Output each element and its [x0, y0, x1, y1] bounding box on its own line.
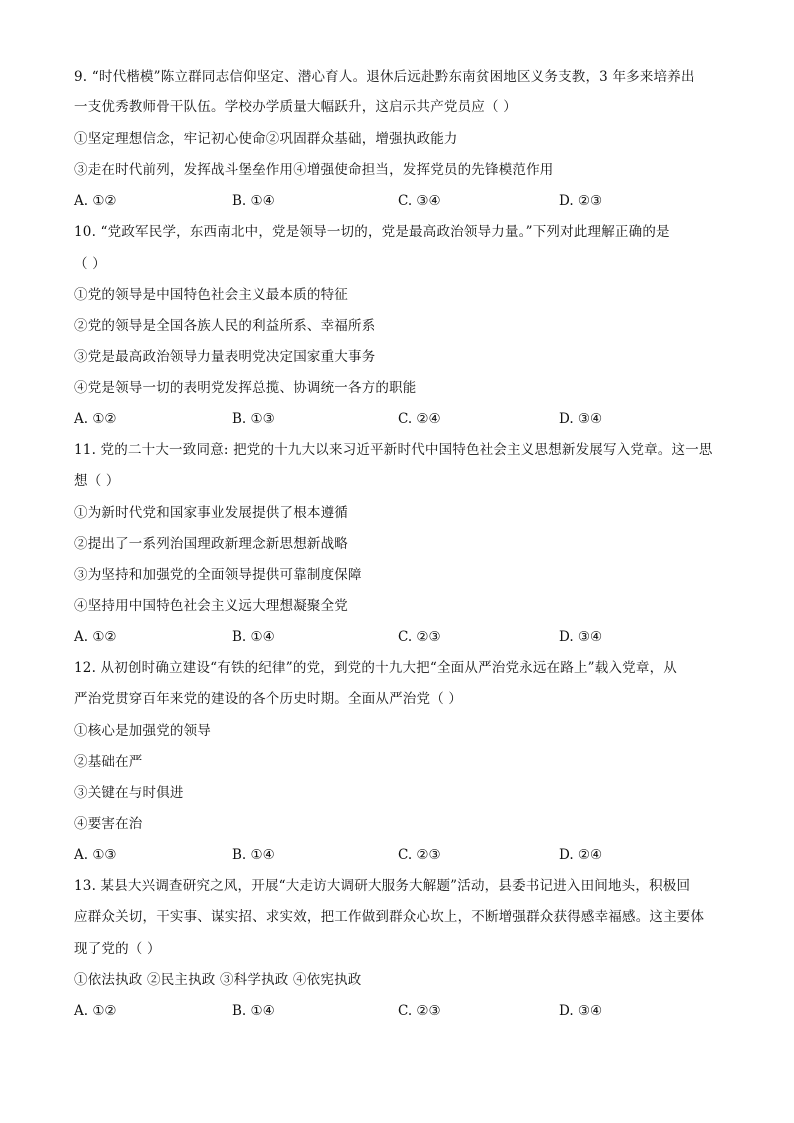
question-12-statement-3: ③关键在与时俱进 — [74, 785, 184, 801]
option-d[interactable]: D. ②③ — [559, 193, 603, 209]
question-12-options — [74, 845, 724, 865]
option-b[interactable]: B. ①④ — [232, 1003, 275, 1019]
question-10-statement-1: ①党的领导是中国特色社会主义最本质的特征 — [74, 287, 348, 303]
option-c[interactable]: C. ②③ — [398, 629, 441, 645]
question-11-options — [74, 627, 724, 647]
option-b[interactable]: B. ①③ — [232, 411, 275, 427]
question-11-stem-line-2: 想（ ） — [74, 473, 120, 489]
question-11-statement-3: ③为坚持和加强党的全面领导提供可靠制度保障 — [74, 567, 362, 583]
option-c[interactable]: C. ②④ — [398, 411, 441, 427]
question-9-stem-line-2: 一支优秀教师骨干队伍。学校办学质量大幅跃升，这启示共产党员应（ ） — [74, 99, 517, 115]
question-13-options — [74, 1001, 724, 1021]
option-a[interactable]: A. ①② — [74, 629, 117, 645]
option-c[interactable]: C. ②③ — [398, 1003, 441, 1019]
question-12-stem-line-1: 12. 从初创时确立建设“有铁的纪律”的党，到党的十九大把“全面从严治党永远在路上”载入党章，从 — [74, 660, 677, 676]
question-12-statement-4: ④要害在治 — [74, 816, 143, 832]
option-d[interactable]: D. ③④ — [559, 629, 603, 645]
option-b[interactable]: B. ①④ — [232, 629, 275, 645]
question-11-statement-4: ④坚持用中国特色社会主义远大理想凝聚全党 — [74, 598, 348, 614]
option-d[interactable]: D. ③④ — [559, 411, 603, 427]
question-12-stem-line-2: 严治党贯穿百年来党的建设的各个历史时期。全面从严治党（ ） — [74, 691, 463, 707]
question-12-statement-1: ①核心是加强党的领导 — [74, 723, 211, 739]
question-11-stem-line-1: 11. 党的二十大一致同意: 把党的十九大以来习近平新时代中国特色社会主义思想新发展写入党章。这一思 — [74, 442, 713, 458]
question-10-statement-4: ④党是领导一切的表明党发挥总揽、协调统一各方的职能 — [74, 380, 417, 396]
question-10-options — [74, 409, 724, 429]
option-b[interactable]: B. ①④ — [232, 847, 275, 863]
option-b[interactable]: B. ①④ — [232, 193, 275, 209]
option-a[interactable]: A. ①② — [74, 193, 117, 209]
question-9-stem-line-1: 9. “时代楷模”陈立群同志信仰坚定、潜心育人。退休后远赴黔东南贫困地区义务支教，3 年多来培养出 — [74, 69, 695, 85]
question-9-statement-2: ③走在时代前列，发挥战斗堡垒作用④增强使命担当，发挥党员的先锋模范作用 — [74, 162, 554, 178]
question-13-stem-line-1: 13. 某县大兴调查研究之风，开展“大走访大调研大服务大解题”活动，县委书记进入田间地头，积极回 — [74, 878, 691, 894]
option-d[interactable]: D. ②④ — [559, 847, 603, 863]
question-11-statement-1: ①为新时代党和国家事业发展提供了根本遵循 — [74, 505, 348, 521]
option-a[interactable]: A. ①③ — [74, 847, 117, 863]
question-13-stem-line-2: 应群众关切，干实事、谋实招、求实效，把工作做到群众心坎上，不断增强群众获得感幸福感。这主要体 — [74, 909, 705, 925]
question-10-stem-line-2: （ ） — [74, 256, 106, 272]
question-12-statement-2: ②基础在严 — [74, 754, 143, 770]
question-10-stem-line-1: 10. “党政军民学，东西南北中，党是领导一切的，党是最高政治领导力量。”下列对此理解正确的是 — [74, 224, 670, 240]
question-13-statements: ①依法执政 ②民主执政 ③科学执政 ④依宪执政 — [74, 972, 362, 988]
option-a[interactable]: A. ①② — [74, 1003, 117, 1019]
option-d[interactable]: D. ③④ — [559, 1003, 603, 1019]
question-9-options — [74, 191, 724, 211]
question-13-stem-line-3: 现了党的（ ） — [74, 941, 161, 957]
question-10-statement-3: ③党是最高政治领导力量表明党决定国家重大事务 — [74, 349, 376, 365]
question-10-statement-2: ②党的领导是全国各族人民的利益所系、幸福所系 — [74, 318, 376, 334]
option-a[interactable]: A. ①② — [74, 411, 117, 427]
question-9-statement-1: ①坚定理想信念，牢记初心使命②巩固群众基础，增强执政能力 — [74, 131, 458, 147]
option-c[interactable]: C. ③④ — [398, 193, 441, 209]
option-c[interactable]: C. ②③ — [398, 847, 441, 863]
question-11-statement-2: ②提出了一系列治国理政新理念新思想新战略 — [74, 536, 348, 552]
